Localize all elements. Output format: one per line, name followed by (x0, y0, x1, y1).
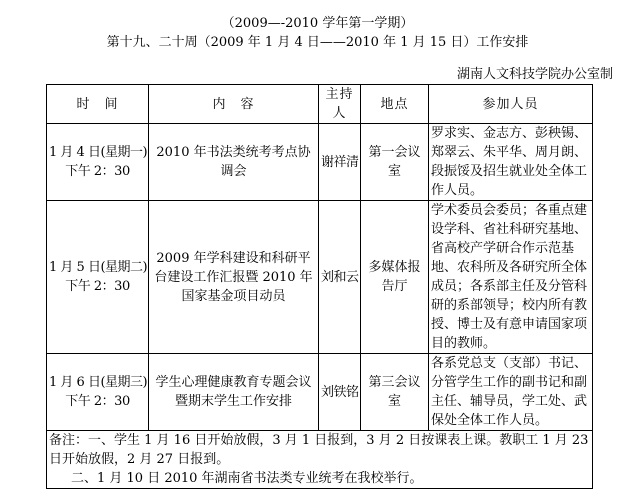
row-time-cell (47, 354, 149, 431)
row-participants: 各系党总支（支部）书记、分管学生工作的副书记和副主任、辅导员，学工处、武保处全体工作人员。 (429, 354, 593, 431)
issuing-department: 湖南人文科技学院办公室制 (456, 67, 613, 82)
notes-row (47, 431, 593, 489)
column-header-time: 时 间 (47, 85, 149, 124)
table-row (47, 354, 593, 431)
row-place: 第三会议室 (361, 354, 429, 431)
row-time-cell (47, 124, 149, 201)
row-time: 下午 2：30 (65, 279, 130, 294)
schedule-table (46, 84, 593, 489)
column-header-content: 内 容 (149, 85, 319, 124)
row-participants: 学术委员会委员；各重点建设学科、省社科研究基地、省高校产学研合作示范基地、农科所及各研究所全体成员；各系部主任及分管科研的系部领导；校内所有教授、博士及有意申请国家项目的教师。 (429, 201, 593, 354)
row-time: 下午 2：30 (65, 164, 130, 179)
notes-cell (47, 431, 593, 489)
semester-heading: （2009—-2010 学年第一学期） (221, 16, 414, 31)
column-header-participants: 参加人员 (429, 85, 593, 124)
table-row (47, 201, 593, 354)
row-content: 学生心理健康教育专题会议暨期末学生工作安排 (149, 354, 319, 431)
note-exam: 二、1 月 10 日 2010 年湖南省书法类专业统考在我校举行。 (71, 471, 423, 486)
note-vacation: 备注：一、学生 1 月 16 日开始放假，3 月 1 日报到，3 月 2 日按课表上课。教职工 1 月 23 日开始放假，2 月 27 日报到。 (49, 433, 589, 467)
row-host: 刘铁铭 (319, 354, 361, 431)
column-header-place: 地点 (361, 85, 429, 124)
row-place: 多媒体报告厅 (361, 201, 429, 354)
row-date: 1 月 4 日(星期一) (49, 145, 148, 160)
row-time: 下午 2：30 (65, 394, 130, 409)
column-header-host: 主持人 (319, 85, 361, 124)
schedule-title: 第十九、二十周（2009 年 1 月 4 日——2010 年 1 月 15 日）工作安排 (106, 35, 529, 50)
row-content: 2009 年学科建设和科研平台建设工作汇报暨 2010 年国家基金项目动员 (149, 201, 319, 354)
table-row (47, 124, 593, 201)
row-time-cell (47, 201, 149, 354)
row-host: 刘和云 (319, 201, 361, 354)
row-content: 2010 年书法类统考考点协调会 (149, 124, 319, 201)
row-place: 第一会议室 (361, 124, 429, 201)
row-date: 1 月 5 日(星期二) (49, 260, 148, 275)
table-header-row (47, 85, 593, 124)
row-host: 谢祥清 (319, 124, 361, 201)
row-participants: 罗求实、金志方、彭秧锡、郑翠云、朱平华、周月朗、段振馁及招生就业处全体工作人员。 (429, 124, 593, 201)
row-date: 1 月 6 日(星期三) (49, 375, 148, 390)
